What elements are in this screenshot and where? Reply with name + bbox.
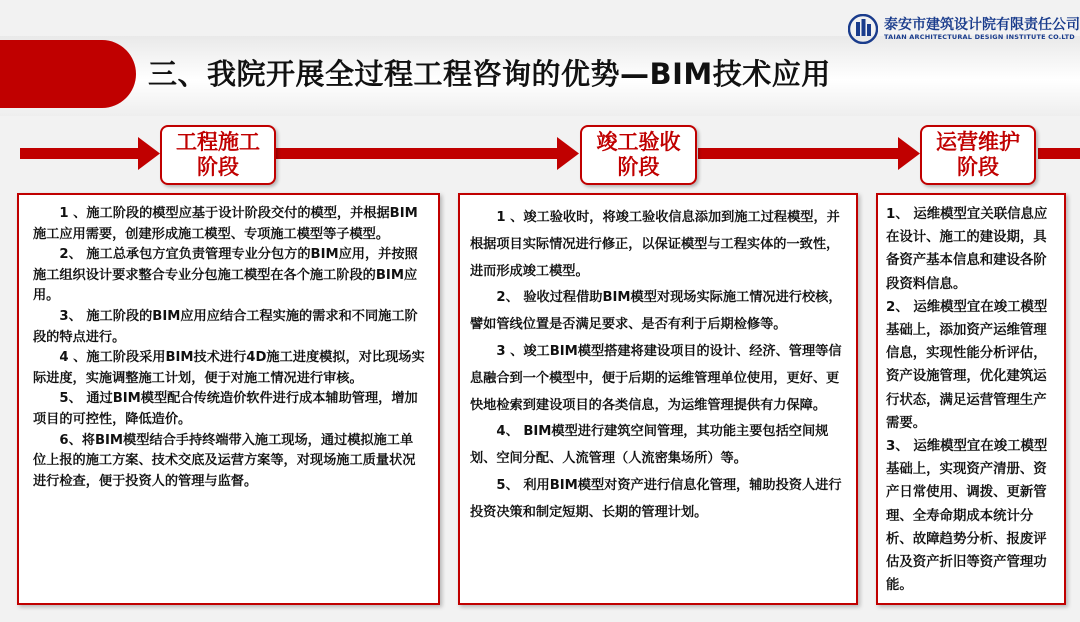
acceptance-item-1: 1 、竣工验收时，将竣工验收信息添加到施工过程模型，并根据项目实际情况进行修正，以保证模型与工程实体的一致性，进而形成竣工模型。 (470, 210, 840, 279)
acceptance-content-box (458, 193, 858, 605)
construction-content-box (17, 193, 440, 605)
title-accent-tab (0, 40, 136, 108)
operation-item-1: 1、 运维模型宜关联信息应在设计、施工的建设期，具备资产基本信息和建设各阶段资料信息。 (886, 207, 1048, 292)
construction-item-2: 2、 施工总承包方宜负责管理专业分包方的BIM应用，并按照施工组织设计要求整合专业分包施工模型在各个施工阶段的BIM应用。 (33, 247, 418, 304)
arrowhead-2-icon (557, 137, 579, 170)
acceptance-item-4: 4、 BIM模型进行建筑空间管理，其功能主要包括空间规划、空间分配、人流管理（人流密集场所）等。 (470, 424, 829, 467)
operation-item-3: 3、 运维模型宜在竣工模型基础上，实现资产清册、资产日常使用、调拨、更新管理、全寿命期成本统计分析、故障趋势分析、报废评估及资产折旧等资产管理功能。 (886, 439, 1048, 594)
stage-construction-line2: 阶段 (197, 155, 239, 179)
construction-item-6: 6、将BIM模型结合手持终端带入施工现场，通过模拟施工单位上报的施工方案、技术交底及运营方案等，对现场施工质量状况进行检查，便于投资人的管理与监督。 (33, 432, 416, 489)
arrow-shaft-3 (698, 148, 900, 159)
stage-construction-line1: 工程施工 (176, 130, 260, 154)
stage-acceptance-line1: 竣工验收 (596, 130, 681, 154)
acceptance-item-3: 3 、竣工BIM模型搭建将建设项目的设计、经济、管理等信息融合到一个模型中，便于后期的运维管理单位使用，更好、更快地检索到建设项目的各类信息，为运维管理提供有力保障。 (470, 343, 842, 413)
arrow-shaft-2 (276, 148, 559, 159)
construction-item-5: 5、 通过BIM模型配合传统造价软件进行成本辅助管理，增加项目的可控性，降低造价。 (33, 391, 418, 427)
stage-operation-line2: 阶段 (957, 155, 999, 179)
acceptance-item-2: 2、 验收过程借助BIM模型对现场实际施工情况进行校核，譬如管线位置是否满足要求、是否有利于后期检修等。 (470, 290, 842, 333)
stage-acceptance-line2: 阶段 (617, 155, 660, 179)
arrowhead-3-icon (898, 137, 920, 170)
construction-item-3: 3、 施工阶段的BIM应用应结合工程实施的需求和不同施工阶段的特点进行。 (33, 308, 418, 345)
arrow-shaft-1 (20, 148, 140, 159)
stage-operation (920, 125, 1036, 185)
construction-item-1: 1 、施工阶段的模型应基于设计阶段交付的模型，并根据BIM施工应用需要，创建形成施工模型、专项施工模型等子模型。 (33, 206, 418, 242)
logo-name-en: TAIAN ARCHITECTURAL DESIGN INSTITUTE CO.LTD (884, 33, 1075, 41)
page-title: 三、我院开展全过程工程咨询的优势—BIM技术应用 (148, 57, 831, 91)
construction-item-4: 4 、施工阶段采用BIM技术进行4D施工进度模拟，对比现场实际进度，实施调整施工计划，便于对施工情况进行审核。 (33, 350, 425, 386)
operation-content-box (876, 193, 1066, 605)
logo-emblem-icon (848, 14, 878, 44)
stage-construction (160, 125, 276, 185)
acceptance-item-5: 5、 利用BIM模型对资产进行信息化管理，辅助投资人进行投资决策和制定短期、长期的管理计划。 (470, 477, 842, 520)
arrow-shaft-4 (1038, 148, 1080, 159)
arrowhead-1-icon (138, 137, 160, 170)
logo-name-cn: 泰安市建筑设计院有限责任公司 (884, 17, 1080, 33)
stage-acceptance (580, 125, 697, 185)
stage-operation-line1: 运营维护 (936, 130, 1020, 154)
company-logo (848, 12, 1080, 48)
operation-item-2: 2、 运维模型宜在竣工模型基础上，添加资产运维管理信息，实现性能分析评估，资产设施管理，优化建筑运行状态，满足运营管理生产需要。 (886, 299, 1048, 431)
